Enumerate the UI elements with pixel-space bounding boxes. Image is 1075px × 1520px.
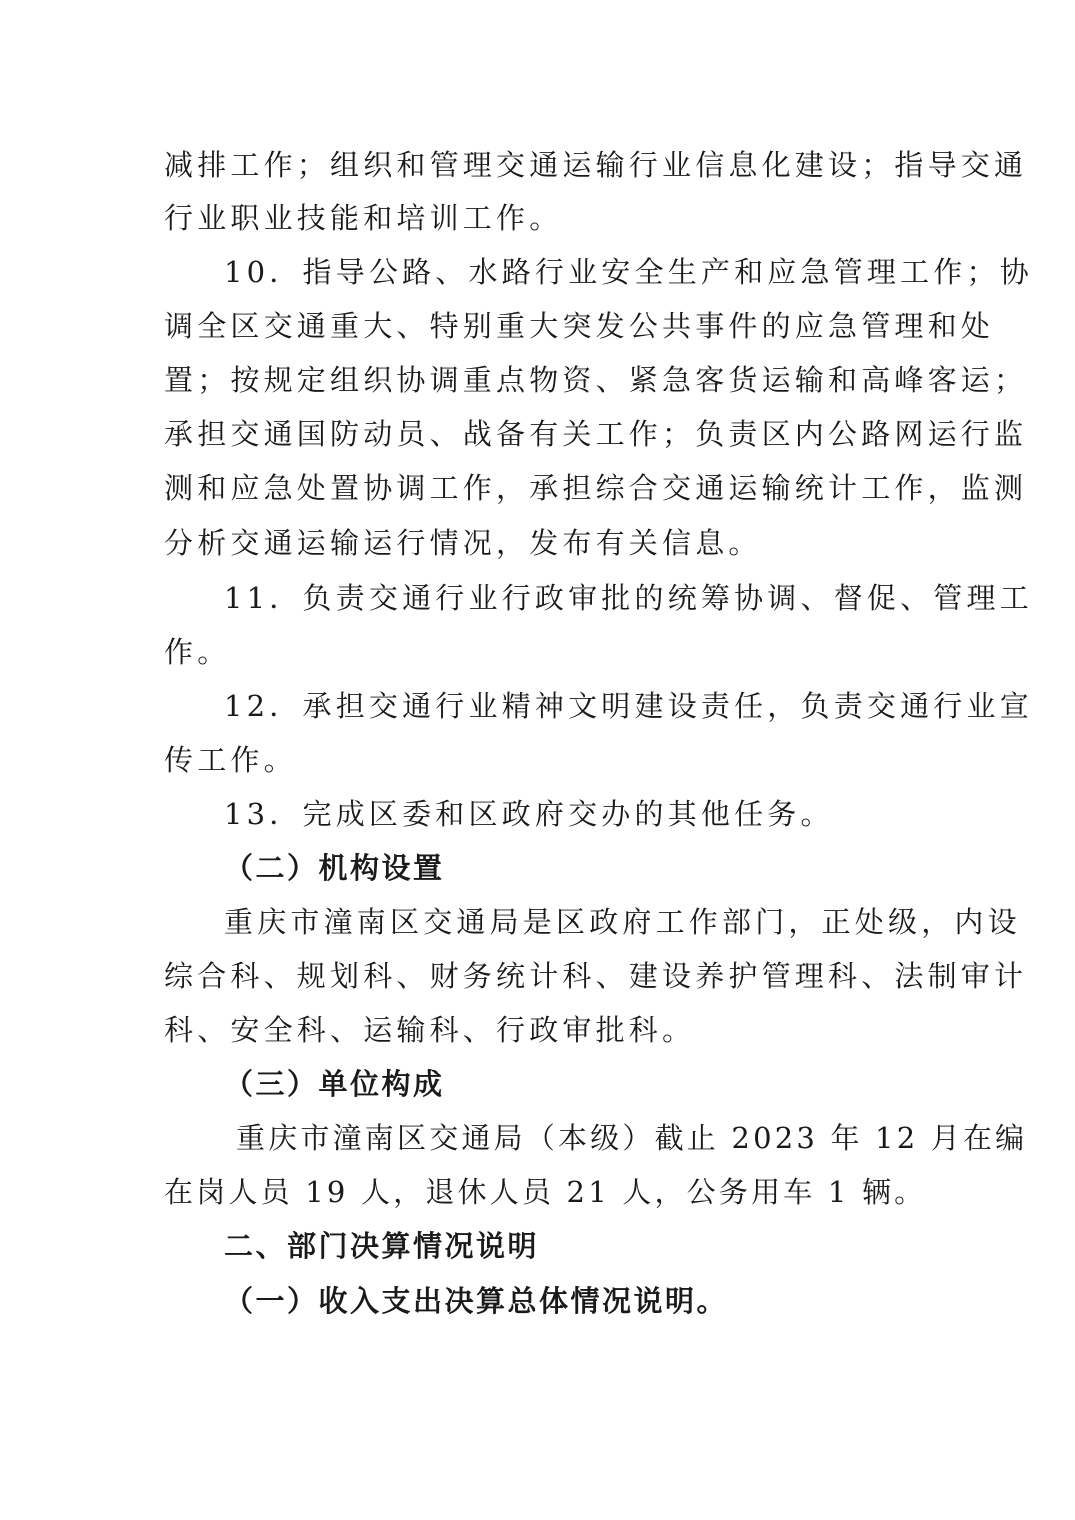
section-heading-final-accounts: 二、部门决算情况说明: [224, 1229, 540, 1263]
body-text-line: 重庆市潼南区交通局是区政府工作部门，正处级，内设: [224, 905, 1021, 939]
body-text-line: 重庆市潼南区交通局（本级）截止 2023 年 12 月在编: [236, 1121, 1028, 1155]
section-heading-composition: （三）单位构成: [224, 1067, 445, 1101]
body-text-line: 在岗人员 19 人，退休人员 21 人，公务用车 1 辆。: [164, 1175, 927, 1209]
section-heading-organization: （二）机构设置: [224, 851, 445, 885]
list-item-11: 11．负责交通行业行政审批的统筹协调、督促、管理工: [224, 581, 1033, 615]
body-text-line: 承担交通国防动员、战备有关工作；负责区内公路网运行监: [164, 417, 1028, 451]
body-text-line: 调全区交通重大、特别重大突发公共事件的应急管理和处: [164, 309, 995, 343]
subsection-heading-income-expenditure: （一）收入支出决算总体情况说明。: [224, 1284, 729, 1318]
body-text-line: 置；按规定组织协调重点物资、紧急客货运输和高峰客运；: [164, 363, 1028, 397]
body-text-line: 综合科、规划科、财务统计科、建设养护管理科、法制审计: [164, 959, 1028, 993]
body-text-line: 测和应急处置协调工作，承担综合交通运输统计工作，监测: [164, 471, 1028, 505]
body-text-line: 行业职业技能和培训工作。: [164, 201, 563, 235]
list-item-13: 13．完成区委和区政府交办的其他任务。: [224, 797, 834, 831]
body-text-line: 传工作。: [164, 743, 297, 777]
body-text-line: 减排工作；组织和管理交通运输行业信息化建设；指导交通: [164, 148, 1028, 182]
list-item-10: 10．指导公路、水路行业安全生产和应急管理工作；协: [224, 255, 1033, 289]
body-text-line: 作。: [164, 635, 231, 669]
list-item-12: 12．承担交通行业精神文明建设责任，负责交通行业宣: [224, 689, 1033, 723]
body-text-line: 科、安全科、运输科、行政审批科。: [164, 1013, 696, 1047]
body-text-line: 分析交通运输运行情况，发布有关信息。: [164, 526, 762, 560]
